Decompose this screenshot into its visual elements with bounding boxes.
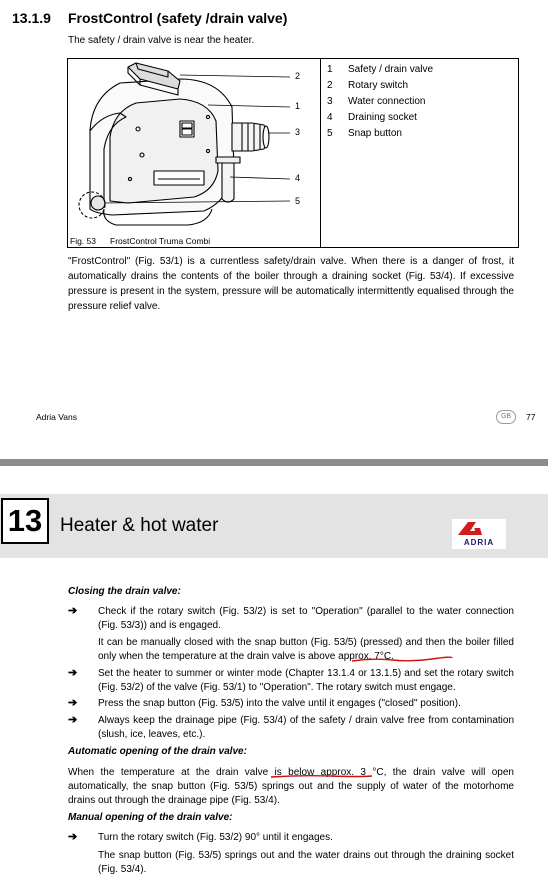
closing-item-3: Press the snap button (Fig. 53/5) into the valve until it engages ("closed" position).: [98, 698, 461, 709]
valve-illustration: [68, 59, 320, 231]
adria-logo-icon: [452, 519, 506, 539]
manual-heading: Manual opening of the drain valve:: [68, 812, 233, 823]
callout-1: 1: [295, 101, 301, 111]
legend-row: 5 Snap button: [327, 128, 402, 139]
bullet-arrow-icon: ➔: [68, 831, 78, 843]
auto-text: When the temperature at the drain valve is below approx. 3 °C, the drain valve will open automatically, the snap button (Fig. 53/5) springs out and the supply of water of the motorhome drains out through the drainage pipe (Fig. 53/4).: [68, 767, 514, 806]
legend-row: 2 Rotary switch: [327, 80, 409, 91]
legend-row: 1 Safety / drain valve: [327, 64, 434, 75]
manual-item: Turn the rotary switch (Fig. 53/2) 90° until it engages.: [98, 832, 333, 843]
bullet-arrow-icon: ➔: [68, 714, 78, 726]
closing-heading: Closing the drain valve:: [68, 586, 181, 597]
callout-5: 5: [295, 196, 301, 206]
description-paragraph: "FrostControl" (Fig. 53/1) is a currentless safety/drain valve. When there is a danger of frost, it automatically drains the contents of the boiler through a draining socket (Fig. 53/4). If excessive pressure is present in the system, pressure will be automatically intermittently equalised through the pressure relief valve.: [68, 256, 514, 312]
page-separator: [0, 459, 548, 466]
language-badge: GB: [496, 410, 516, 424]
callout-3: 3: [295, 127, 301, 137]
intro-text: The safety / drain valve is near the heater.: [68, 35, 255, 46]
bullet-arrow-icon: ➔: [68, 605, 78, 617]
figure-divider: [320, 58, 321, 248]
figure-legend: [327, 62, 433, 142]
callout-2: 2: [295, 71, 301, 81]
bullet-arrow-icon: ➔: [68, 667, 78, 679]
bullet-arrow-icon: ➔: [68, 697, 78, 709]
figure-label: Fig. 53: [70, 236, 96, 246]
chapter-number: 13: [1, 498, 49, 544]
section-number: 13.1.9: [12, 10, 51, 26]
footer-brand: Adria Vans: [36, 412, 77, 422]
page-number: 77: [526, 412, 536, 422]
adria-logo: [452, 519, 506, 549]
legend-row: 4 Draining socket: [327, 112, 417, 123]
closing-item-1: Check if the rotary switch (Fig. 53/2) is set to "Operation" (parallel to the water connection (Fig. 53/3)) and is engaged.: [98, 606, 514, 631]
callout-4: 4: [295, 173, 301, 183]
section-title: FrostControl (safety /drain valve): [68, 10, 288, 26]
closing-item-4: Always keep the drainage pipe (Fig. 53/4) of the safety / drain valve free from contamination (slush, ice, leaves, etc.).: [98, 715, 514, 740]
closing-item-2: Set the heater to summer or winter mode (Chapter 13.1.4 or 13.1.5) and set the rotary switch (Fig. 53/2) of the valve (Fig. 53/1) to "Operation". The rotary switch must engage.: [98, 668, 514, 693]
chapter-title: Heater & hot water: [60, 515, 219, 536]
manual-note: The snap button (Fig. 53/5) springs out and the water drains out through the draining socket (Fig. 53/4).: [98, 850, 514, 875]
auto-heading: Automatic opening of the drain valve:: [68, 746, 247, 757]
figure-caption-text: FrostControl Truma Combi: [110, 236, 211, 246]
adria-logo-text: ADRIA: [463, 538, 495, 547]
closing-note: It can be manually closed with the snap button (Fig. 53/5) (pressed) and then the boiler filled only when the temperature at the drain valve is above approx. 7°C.: [98, 637, 514, 662]
figure-caption: [70, 236, 210, 246]
legend-row: 3 Water connection: [327, 96, 426, 107]
